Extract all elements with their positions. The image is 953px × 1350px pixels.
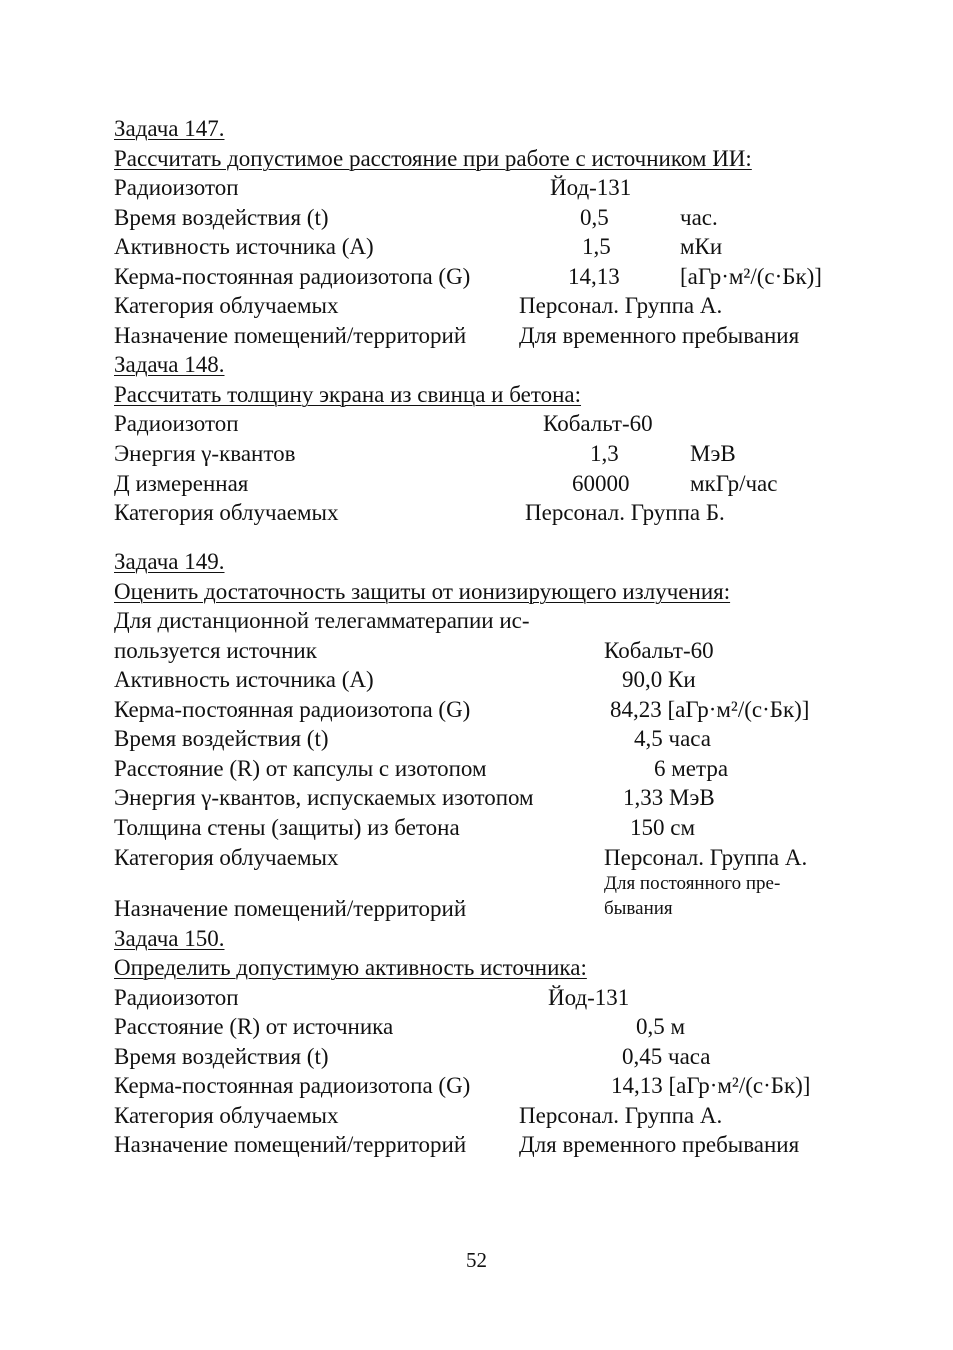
task-148-value: 1,3 bbox=[590, 441, 619, 466]
task-149-label: Время воздействия (t) bbox=[114, 726, 329, 751]
task-147-value: 1,5 bbox=[582, 234, 611, 259]
task-149-value-line2: бывания bbox=[604, 898, 673, 919]
task-147-value: 0,5 bbox=[580, 205, 609, 230]
task-150-label: Время воздействия (t) bbox=[114, 1044, 329, 1069]
task-148-value: Персонал. Группа Б. bbox=[525, 500, 725, 525]
task-149-label: Активность источника (A) bbox=[114, 667, 374, 692]
task-150-label: Категория облучаемых bbox=[114, 1103, 339, 1128]
task-150-label: Расстояние (R) от источника bbox=[114, 1014, 394, 1039]
task-147-label: Керма-постоянная радиоизотопа (G) bbox=[114, 264, 471, 289]
task-149-value: 4,5 часа bbox=[634, 726, 711, 751]
task-149-title: Задача 149. bbox=[114, 549, 225, 574]
task-149-value-line1: Для постоянного пре- bbox=[604, 873, 781, 894]
task-149-value: 90,0 Ки bbox=[622, 667, 696, 692]
task-149-label: Назначение помещений/территорий bbox=[114, 896, 467, 921]
task-150-value: 0,45 часа bbox=[622, 1044, 711, 1069]
task-148-unit: мкГр/час bbox=[690, 471, 778, 496]
task-147-value: Йод-131 bbox=[550, 175, 632, 200]
task-149-label: Категория облучаемых bbox=[114, 845, 339, 870]
task-147-value: 14,13 bbox=[568, 264, 620, 289]
task-147-label: Время воздействия (t) bbox=[114, 205, 329, 230]
task-150-instruction: Определить допустимую активность источника: bbox=[114, 955, 587, 980]
task-149-value: Кобальт-60 bbox=[604, 638, 714, 663]
task-148-value: 60000 bbox=[572, 471, 630, 496]
task-147-value: Для временного пребывания bbox=[519, 323, 800, 348]
task-147-label: Активность источника (A) bbox=[114, 234, 374, 259]
task-147-label: Назначение помещений/территорий bbox=[114, 323, 467, 348]
task-147-value: Персонал. Группа А. bbox=[519, 293, 723, 318]
task-150-value: Йод-131 bbox=[548, 985, 630, 1010]
task-148-title: Задача 148. bbox=[114, 352, 225, 377]
task-148-unit: МэВ bbox=[690, 441, 736, 466]
task-147-label: Радиоизотоп bbox=[114, 175, 239, 200]
task-149-value: 150 см bbox=[630, 815, 696, 840]
task-150-label: Радиоизотоп bbox=[114, 985, 239, 1010]
task-150-value: Для временного пребывания bbox=[519, 1132, 800, 1157]
task-150-label: Назначение помещений/территорий bbox=[114, 1132, 467, 1157]
task-149-label: Толщина стены (защиты) из бетона bbox=[114, 815, 460, 840]
task-149-label: пользуется источник bbox=[114, 638, 317, 663]
task-150-value: 14,13 [аГр·м²/(с·Бк)] bbox=[611, 1073, 811, 1098]
task-148-label: Д измеренная bbox=[114, 471, 249, 496]
task-147-label: Категория облучаемых bbox=[114, 293, 339, 318]
task-149-intro: Для дистанционной телегамматерапии ис- bbox=[114, 608, 530, 633]
task-147-unit: [аГр·м²/(с·Бк)] bbox=[680, 264, 822, 289]
task-149-value: 1,33 МэВ bbox=[623, 785, 715, 810]
task-150-label: Керма-постоянная радиоизотопа (G) bbox=[114, 1073, 471, 1098]
task-148-label: Радиоизотоп bbox=[114, 411, 239, 436]
task-150-value: 0,5 м bbox=[636, 1014, 686, 1039]
task-149-label: Энергия γ-квантов, испускаемых изотопом bbox=[114, 785, 534, 810]
task-147-title: Задача 147. bbox=[114, 116, 225, 141]
task-149-label: Расстояние (R) от капсулы с изотопом bbox=[114, 756, 487, 781]
task-148-label: Энергия γ-квантов bbox=[114, 441, 296, 466]
task-149-value: Персонал. Группа А. bbox=[604, 845, 808, 870]
task-148-instruction: Рассчитать толщину экрана из свинца и бетона: bbox=[114, 382, 582, 407]
task-150-title: Задача 150. bbox=[114, 926, 225, 951]
task-149-label: Керма-постоянная радиоизотопа (G) bbox=[114, 697, 471, 722]
task-148-label: Категория облучаемых bbox=[114, 500, 339, 525]
task-149-instruction: Оценить достаточность защиты от ионизирующего излучения: bbox=[114, 579, 731, 604]
task-150-value: Персонал. Группа А. bbox=[519, 1103, 723, 1128]
task-147-unit: час. bbox=[680, 205, 718, 230]
page-number: 52 bbox=[466, 1248, 487, 1272]
task-148-value: Кобальт-60 bbox=[543, 411, 653, 436]
task-149-value: 6 метра bbox=[654, 756, 729, 781]
task-147-unit: мКи bbox=[680, 234, 723, 259]
task-149-value: 84,23 [аГр·м²/(с·Бк)] bbox=[610, 697, 810, 722]
task-147-instruction: Рассчитать допустимое расстояние при работе с источником ИИ: bbox=[114, 146, 752, 171]
